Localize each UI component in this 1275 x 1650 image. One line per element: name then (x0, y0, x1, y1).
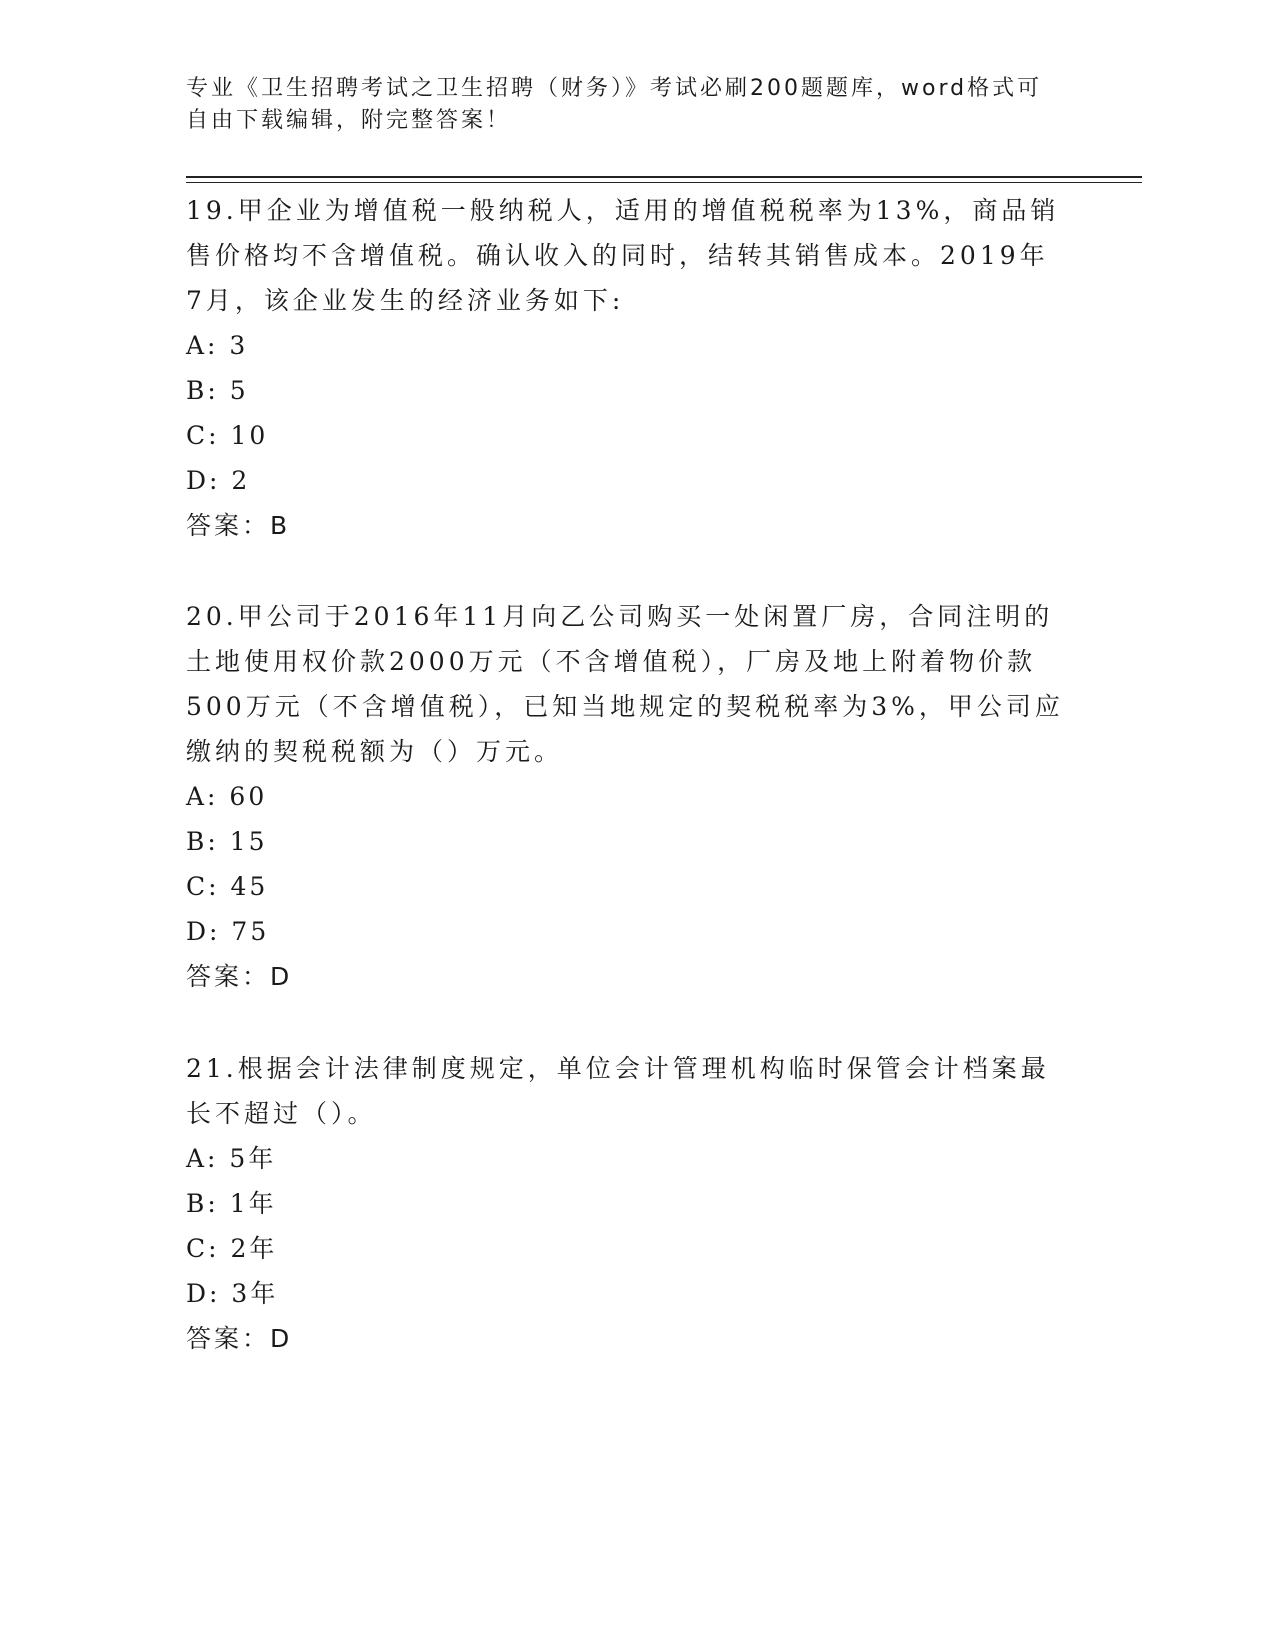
option-a: A: 5年 (186, 1144, 277, 1173)
option-c: C: 2年 (186, 1234, 278, 1263)
header-divider-thick (186, 176, 1142, 178)
question-19 (186, 188, 1066, 548)
question-21 (186, 1046, 1066, 1361)
option-a: A: 60 (186, 782, 268, 811)
question-20 (186, 594, 1066, 999)
option-a: A: 3 (186, 331, 249, 360)
header-divider-thin (186, 182, 1142, 183)
option-b: B: 15 (186, 827, 268, 856)
answer: 答案：B (186, 511, 291, 540)
question-text: 20.甲公司于2016年11月向乙公司购买一处闲置厂房，合同注明的土地使用权价款2000万元（不含增值税），厂房及地上附着物价款500万元（不含增值税），已知当地规定的契税税率为3%，甲公司应缴纳的契税税额为（）万元。 (186, 602, 1064, 766)
option-d: D: 75 (186, 917, 270, 946)
option-d: D: 3年 (186, 1279, 279, 1308)
option-d: D: 2 (186, 466, 251, 495)
answer: 答案：D (186, 962, 293, 991)
option-b: B: 1年 (186, 1189, 277, 1218)
question-text: 19.甲企业为增值税一般纳税人，适用的增值税税率为13%，商品销售价格均不含增值税。确认收入的同时，结转其销售成本。2019年7月，该企业发生的经济业务如下: (186, 196, 1060, 315)
answer: 答案：D (186, 1324, 293, 1353)
question-text: 21.根据会计法律制度规定，单位会计管理机构临时保管会计档案最长不超过（）。 (186, 1054, 1050, 1128)
option-b: B: 5 (186, 376, 249, 405)
option-c: C: 45 (186, 872, 269, 901)
document-header: 专业《卫生招聘考试之卫生招聘（财务）》考试必刷200题题库，word格式可自由下载编辑，附完整答案！ (186, 76, 1043, 133)
option-c: C: 10 (186, 421, 269, 450)
